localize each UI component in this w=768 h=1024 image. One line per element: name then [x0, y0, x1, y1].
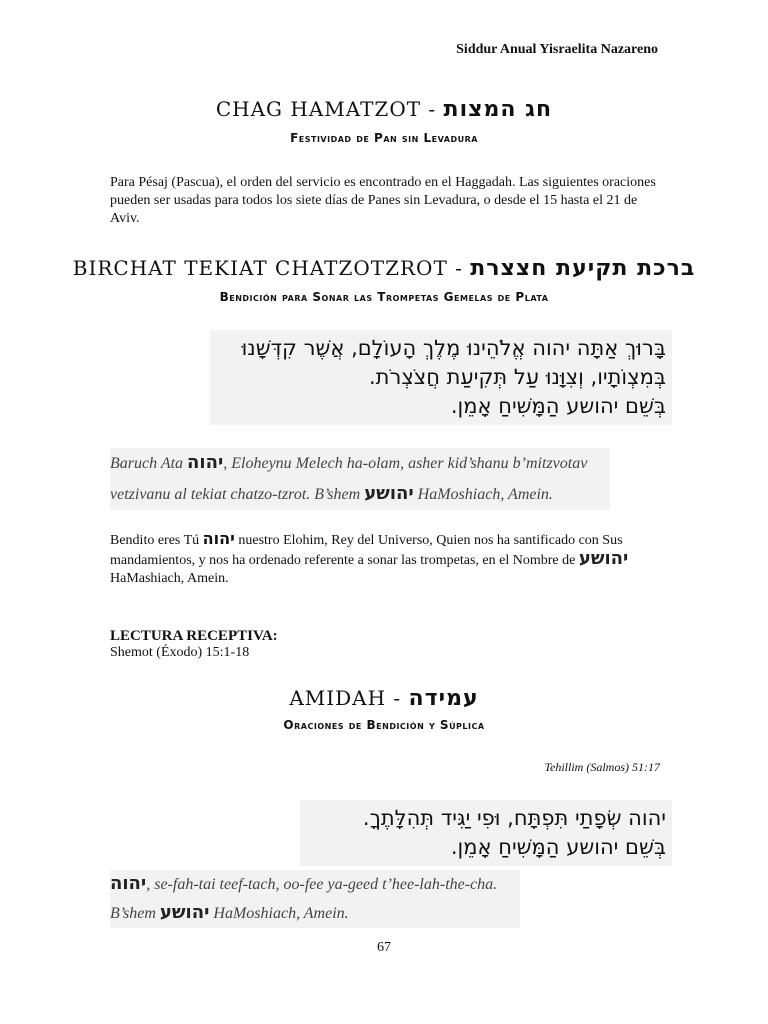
title-hebrew: עמידה: [408, 686, 479, 711]
page-number: 67: [377, 940, 391, 955]
hebrew-line: בְּשֵׁם יהושע הַמָּשִׁיחַ אָמֵן.: [450, 835, 666, 859]
title-latin: CHAG HAMATZOT -: [215, 97, 437, 121]
translation-paragraph: Bendito eres Tú יהוה nuestro Elohim, Rey del Universo, Quien nos ha santificado con Sus mandamientos, y nos ha ordenado referente a sonar las trompetas, en el Nombre de יהושע HaMashiach, Amein.: [110, 529, 629, 586]
lectura-heading: LECTURA RECEPTIVA:: [110, 628, 278, 644]
name-yhshua: יהושע: [159, 902, 210, 923]
transliteration-block: [110, 870, 520, 928]
section-title-chag-hamatzot: [0, 97, 768, 122]
section-title-amidah: [0, 686, 768, 711]
hebrew-blessing-block: [210, 330, 672, 425]
section-title-birchat: [0, 256, 768, 281]
lectura-reference: Shemot (Éxodo) 15:1-18: [110, 645, 250, 660]
section-subtitle: Oraciones de Bendición y Súplica: [283, 718, 485, 732]
translit-line: vetzivanu al tekiat chatzo-tzrot. B’shem יהושע HaMoshiach, Amein.: [110, 483, 553, 504]
running-header: Siddur Anual Yisraelita Nazareno: [456, 42, 658, 57]
transliteration-block: [110, 448, 610, 510]
section-subtitle: Festividad de Pan sin Levadura: [290, 131, 478, 145]
hebrew-line: בְּשֵׁם יהושע הַמָּשִׁיחַ אָמֵן.: [450, 394, 666, 418]
divine-name-yhwh: יהוה: [187, 452, 224, 473]
divine-name-yhwh: יהוה: [110, 873, 147, 894]
title-hebrew: ברכת תקיעת חצצרת: [470, 256, 696, 281]
translit-line: יהוה, se-fah-tai teef-tach, oo-fee ya-geed t’hee-lah-the-cha.: [110, 873, 498, 894]
hebrew-line: בָּרוּךְ אַתָּה יהוה אֱלֹהֵינוּ מֶלֶךְ הָעוֹלָם, אֲשֶׁר קִדְּשָׁנוּ: [241, 336, 666, 360]
scripture-reference: Tehillim (Salmos) 51:17: [544, 760, 660, 774]
translit-line: Baruch Ata יהוה, Eloheynu Melech ha-olam, asher kid’shanu b’mitzvotav: [110, 452, 588, 473]
title-latin: BIRCHAT TEKIAT CHATZOTZROT -: [72, 256, 463, 280]
translit-line: B’shem יהושע HaMoshiach, Amein.: [110, 902, 349, 923]
hebrew-verse-block: [300, 800, 672, 866]
title-latin: AMIDAH -: [289, 686, 402, 710]
hebrew-line: בְּמִצְוֹתָיו, וְצִוָּנוּ עַל תְּקִיעַת חֲצֹצְרֹת.: [368, 365, 666, 389]
intro-paragraph: Para Pésaj (Pascua), el orden del servicio es encontrado en el Haggadah. Las siguientes oraciones pueden ser usadas para todos los siete días de Panes sin Levadura, o desde el 15 hasta el 21 de Aviv.: [110, 175, 656, 226]
divine-name-yhwh: יהוה: [202, 529, 235, 548]
hebrew-line: יהוה שְׂפָתַי תִּפְתָּח, וּפִי יַגִּיד תְּהִלָּתֶךָ.: [362, 806, 666, 830]
section-subtitle: Bendición para Sonar las Trompetas Gemelas de Plata: [219, 290, 549, 304]
title-hebrew: חג המצות: [443, 97, 553, 122]
name-yhshua: יהושע: [364, 483, 414, 504]
name-yhshua: יהושע: [578, 548, 629, 569]
